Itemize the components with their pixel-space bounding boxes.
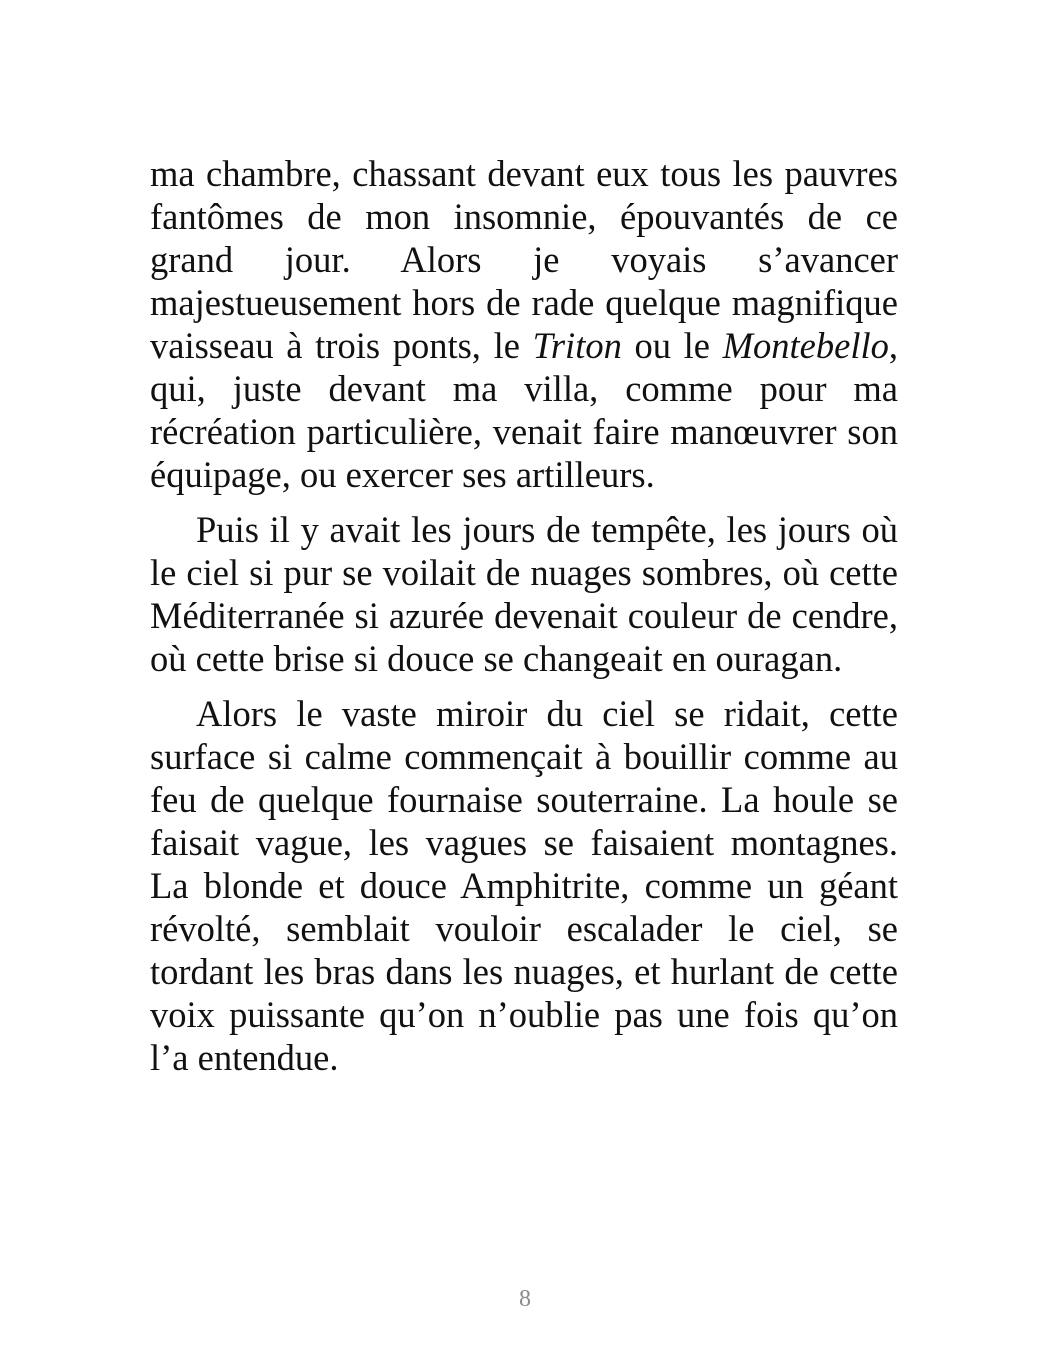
paragraph-2-text: Puis il y avait les jours de tempête, les jours où le ciel si pur se voilait de nuages sombres, où cette Méditerranée si azurée devenait couleur de cendre, où cette brise si douce se changeait en ouragan. (150, 509, 898, 679)
ship-name-montebello: Montebello (722, 325, 889, 366)
body-text (150, 152, 898, 1091)
ship-name-triton: Triton (532, 325, 622, 366)
paragraph-1-text: ma chambre, chassant devant eux tous les pauvres fantômes de mon insomnie, épouvantés de ce grand jour. Alors je voyais s’avancer majestueusement hors de rade quelque magnifique vaisseau à trois ponts, le (150, 153, 898, 366)
paragraph-3 (150, 692, 898, 1079)
page-number: 8 (519, 1286, 531, 1312)
paragraph-1-text-2: ou le (621, 325, 723, 366)
paragraph-2 (150, 508, 898, 680)
paragraph-1 (150, 152, 898, 496)
paragraph-3-text: Alors le vaste miroir du ciel se ridait, cette surface si calme commençait à bouillir comme au feu de quelque fournaise souterraine. La houle se faisait vague, les vagues se faisaient montagnes. La blonde et douce Amphitrite, comme un géant révolté, semblait vouloir escalader le ciel, se tordant les bras dans les nuages, et hurlant de cette voix puissante qu’on n’oublie pas une fois qu’on l’a entendue. (150, 693, 898, 1078)
paragraph-1-text-3: , qui, juste devant ma villa, comme pour ma récréation particulière, venait faire manœuvrer son équipage, ou exercer ses artilleurs. (150, 325, 898, 495)
